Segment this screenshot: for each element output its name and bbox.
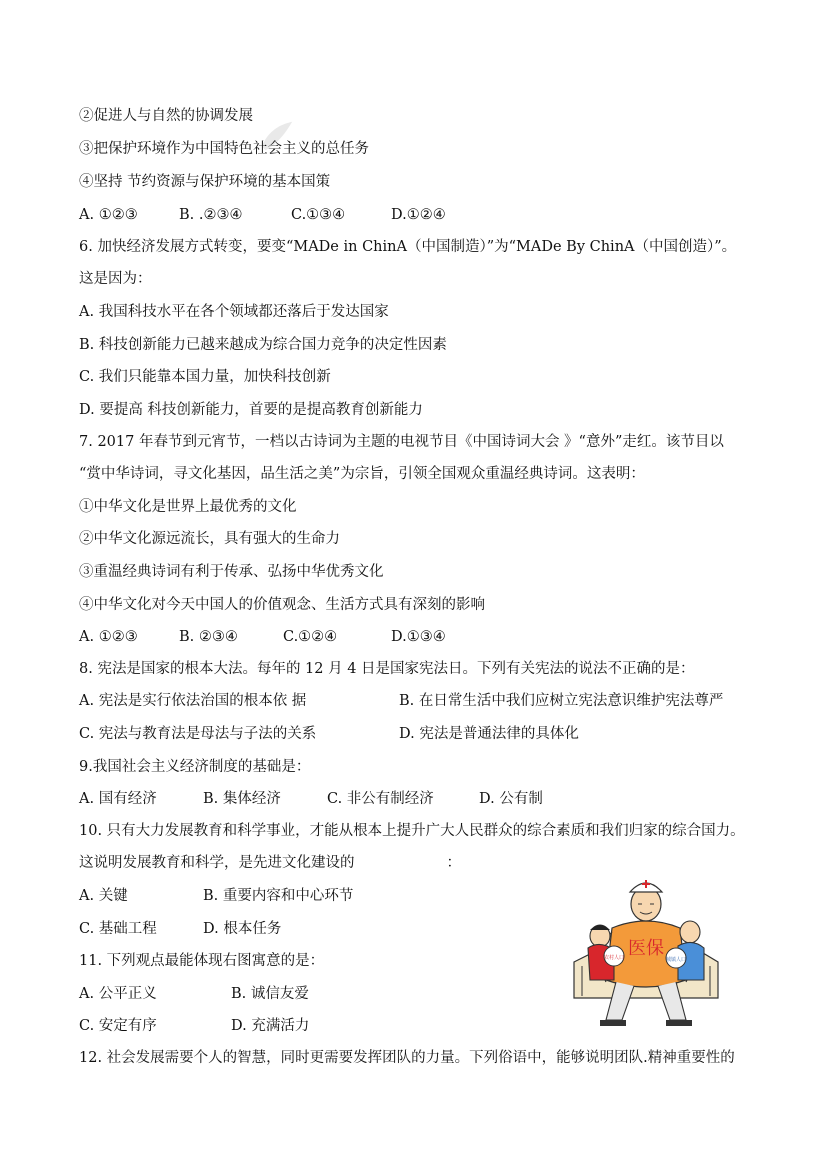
q8-stem: 8. 宪法是国家的根本大法。每年的 12 月 4 日是国家宪法日。下列有关宪法的说法不正确的是： [79,661,695,677]
q10-choice-b: B. 重要内容和中心环节 [203,888,354,904]
q11-stem: 11. 下列观点最能体现右图寓意的是： [79,953,325,969]
q11-choice-a: A. 公平正义 [79,986,157,1002]
q7-option-1: ①中华文化是世界上最优秀的文化 [79,499,297,515]
medical-insurance-cartoon [572,870,720,1028]
q7-choice-a: A. ①②③ [79,629,138,645]
q6-choice-c: C. 我们只能靠本国力量，加快科技创新 [79,369,331,385]
q12-stem: 12. 社会发展需要个人的智慧，同时更需要发挥团队的力量。下列俗语中，能够说明团队.精神重要性的 [79,1050,735,1066]
q9-stem: 9.我国社会主义经济制度的基础是： [79,759,311,775]
q7-option-3: ③重温经典诗词有利于传承、弘扬中华优秀文化 [79,564,384,580]
cartoon-right-badge: 城镇人口 [665,957,687,963]
q9-choice-c: C. 非公有制经济 [327,791,434,807]
q6-choice-b: B. 科技创新能力已越来越成为综合国力竞争的决定性因素 [79,337,447,353]
q6-stem-line1: 6. 加快经济发展方式转变，要变“MADe in ChinA（中国制造）”为“MADe By ChinA（中国创造）”。 [79,239,737,255]
q10-stem-line2 [79,854,461,872]
q5-choice-a: A. ①②③ [79,207,138,223]
q7-choice-b: B. ②③④ [179,629,238,645]
q7-stem-line1: 7. 2017 年春节到元宵节，一档以古诗词为主题的电视节目《中国诗词大会 》“意外”走红。该节目以 [79,434,724,450]
q8-choice-c: C. 宪法与教育法是母法与子法的关系 [79,726,317,742]
q9-choice-d: D. 公有制 [479,791,543,807]
q8-choice-b: B. 在日常生活中我们应树立宪法意识维护宪法尊严 [399,693,724,709]
q5-option-3: ③把保护环境作为中国特色社会主义的总任务 [79,141,369,157]
q7-option-2: ②中华文化源远流长，具有强大的生命力 [79,531,340,547]
q8-choice-a: A. 宪法是实行依法治国的根本依 据 [79,693,307,709]
q10-choice-a: A. 关键 [79,888,128,904]
q8-choice-d: D. 宪法是普通法律的具体化 [399,726,579,742]
q9-choice-a: A. 国有经济 [79,791,157,807]
q11-choice-b: B. 诚信友爱 [231,986,309,1002]
q5-option-4: ④坚持 节约资源与保护环境的基本国策 [79,174,331,190]
q5-choice-b: B. .②③④ [179,207,243,223]
q10-choice-d: D. 根本任务 [203,921,282,937]
q10-stem-text: 这说明发展教育和科学，是先进文化建设的 [79,855,355,871]
q9-choice-b: B. 集体经济 [203,791,281,807]
q10-stem-colon: ： [446,855,461,871]
q7-choice-c: C.①②④ [283,629,338,645]
q10-choice-c: C. 基础工程 [79,921,157,937]
q5-choice-c: C.①③④ [291,207,346,223]
q6-choice-d: D. 要提高 科技创新能力，首要的是提高教育创新能力 [79,402,423,418]
cartoon-left-badge: 农村人口 [603,955,625,961]
q11-choice-d: D. 充满活力 [231,1018,310,1034]
cartoon-chest-label: 医保 [628,938,664,959]
q11-choice-c: C. 安定有序 [79,1018,157,1034]
q5-option-2: ②促进人与自然的协调发展 [79,108,253,124]
q5-choice-d: D.①②④ [391,207,446,223]
q6-stem-line2: 这是因为： [79,271,152,287]
q7-stem-line2: “赏中华诗词，寻文化基因，品生活之美”为宗旨，引领全国观众重温经典诗词。这表明： [79,466,645,482]
q7-choice-d: D.①③④ [391,629,446,645]
q7-option-4: ④中华文化对今天中国人的价值观念、生活方式具有深刻的影响 [79,597,485,613]
q6-choice-a: A. 我国科技水平在各个领域都还落后于发达国家 [79,304,389,320]
q10-stem-line1: 10. 只有大力发展教育和科学事业，才能从根本上提升广大人民群众的综合素质和我们归家的综合国力。 [79,823,745,839]
